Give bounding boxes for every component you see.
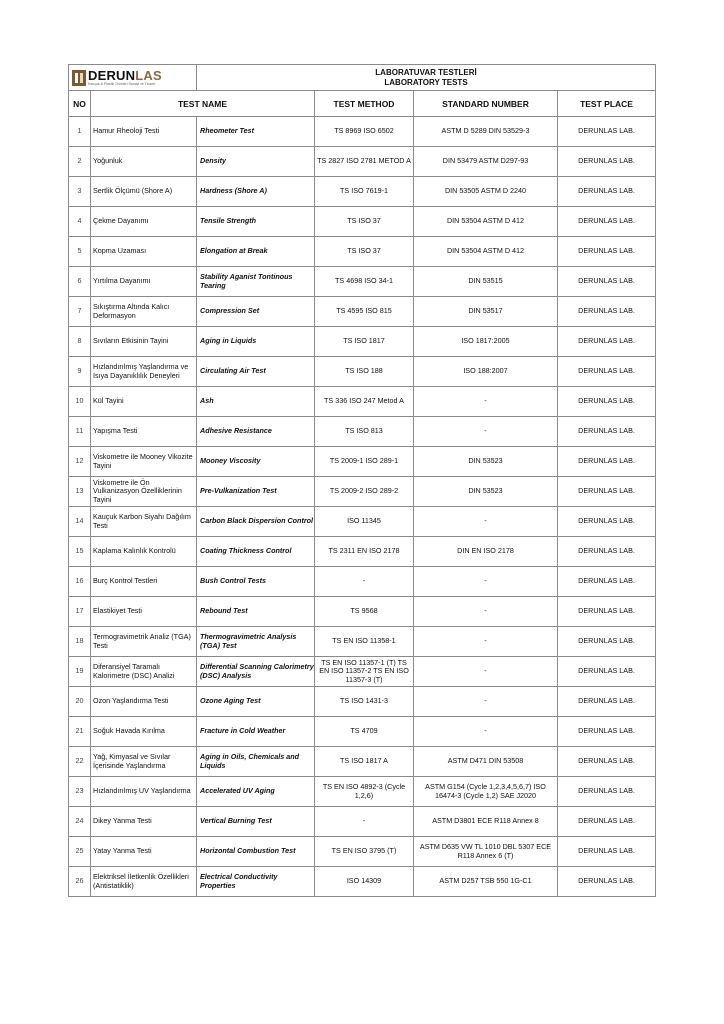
logo-cell	[69, 65, 197, 91]
test-name-tr: Hamur Rheoloji Testi	[91, 117, 197, 147]
row-number: 23	[69, 777, 91, 807]
test-name-tr: Yapışma Testi	[91, 417, 197, 447]
test-name-en: Carbon Black Dispersion Control	[197, 507, 315, 537]
test-method: TS 2827 ISO 2781 METOD A	[315, 147, 414, 177]
row-number: 5	[69, 237, 91, 267]
test-name-tr: Soğuk Havada Kırılma	[91, 717, 197, 747]
test-name-tr: Yoğunluk	[91, 147, 197, 177]
test-method: TS ISO 37	[315, 207, 414, 237]
test-name-en: Thermogravimetric Analysis (TGA) Test	[197, 627, 315, 657]
test-place: DERUNLAS LAB.	[558, 747, 656, 777]
standard-number: ASTM D 5289 DIN 53529-3	[414, 117, 558, 147]
standard-number: DIN 53523	[414, 447, 558, 477]
row-number: 17	[69, 597, 91, 627]
test-name-tr: Dikey Yanma Testi	[91, 807, 197, 837]
standard-number: DIN 53517	[414, 297, 558, 327]
test-name-en: Stability Aganist Tontinous Tearing	[197, 267, 315, 297]
row-number: 3	[69, 177, 91, 207]
table-row	[69, 687, 656, 717]
test-method: -	[315, 807, 414, 837]
standard-number: -	[414, 687, 558, 717]
table-row	[69, 597, 656, 627]
test-method: TS 336 ISO 247 Metod A	[315, 387, 414, 417]
test-name-tr: Kül Tayini	[91, 387, 197, 417]
test-name-tr: Sıkıştırma Altında Kalıcı Deformasyon	[91, 297, 197, 327]
test-name-tr: Kopma Uzaması	[91, 237, 197, 267]
test-place: DERUNLAS LAB.	[558, 717, 656, 747]
test-name-en: Mooney Viscosity	[197, 447, 315, 477]
test-name-en: Ozone Aging Test	[197, 687, 315, 717]
table-row	[69, 537, 656, 567]
table-row	[69, 327, 656, 357]
logo-brand: DERUN	[88, 67, 136, 83]
test-name-en: Density	[197, 147, 315, 177]
test-method: -	[315, 567, 414, 597]
col-test-place: TEST PLACE	[558, 91, 656, 117]
test-method: ISO 14309	[315, 867, 414, 897]
test-place: DERUNLAS LAB.	[558, 147, 656, 177]
test-place: DERUNLAS LAB.	[558, 687, 656, 717]
test-name-tr: Kauçuk Karbon Siyahı Dağılım Testi	[91, 507, 197, 537]
standard-number: DIN 53504 ASTM D 412	[414, 237, 558, 267]
row-number: 9	[69, 357, 91, 387]
standard-number: -	[414, 507, 558, 537]
logo-tagline: Kauçuk & Plastik Ürünleri Sanayi ve Ticaret	[88, 81, 156, 86]
table-row	[69, 147, 656, 177]
test-method: TS ISO 37	[315, 237, 414, 267]
row-number: 26	[69, 867, 91, 897]
standard-number: -	[414, 597, 558, 627]
test-name-tr: Burç Kontrol Testleri	[91, 567, 197, 597]
standard-number: -	[414, 417, 558, 447]
test-method: TS ISO 1817	[315, 327, 414, 357]
test-name-en: Accelerated UV Aging	[197, 777, 315, 807]
standard-number: ASTM D635 VW TL 1010 DBL 5307 ECE R118 Annex 6 (T)	[414, 837, 558, 867]
standard-number: ISO 188:2007	[414, 357, 558, 387]
test-name-en: Differential Scanning Calorimetry (DSC) Analysis	[197, 657, 315, 687]
row-number: 20	[69, 687, 91, 717]
test-place: DERUNLAS LAB.	[558, 447, 656, 477]
test-name-tr: Yağ, Kimyasal ve Sıvılar İçerisinde Yaşlandırma	[91, 747, 197, 777]
test-place: DERUNLAS LAB.	[558, 537, 656, 567]
table-row	[69, 447, 656, 477]
title-row	[69, 65, 656, 91]
test-name-en: Hardness (Shore A)	[197, 177, 315, 207]
test-place: DERUNLAS LAB.	[558, 837, 656, 867]
title-en: LABORATORY TESTS	[384, 77, 468, 87]
row-number: 12	[69, 447, 91, 477]
test-method: TS EN ISO 4892-3 (Cycle 1,2,6)	[315, 777, 414, 807]
test-name-en: Rheometer Test	[197, 117, 315, 147]
test-place: DERUNLAS LAB.	[558, 657, 656, 687]
row-number: 13	[69, 477, 91, 507]
standard-number: ASTM D257 TSB 550 1G-C1	[414, 867, 558, 897]
standard-number: DIN 53505 ASTM D 2240	[414, 177, 558, 207]
test-method: TS 8969 ISO 6502	[315, 117, 414, 147]
row-number: 15	[69, 537, 91, 567]
test-name-en: Aging in Oils, Chemicals and Liquids	[197, 747, 315, 777]
company-logo	[72, 68, 196, 88]
logo-mark-icon	[72, 70, 86, 86]
table-row	[69, 837, 656, 867]
col-test-method: TEST METHOD	[315, 91, 414, 117]
table-row	[69, 417, 656, 447]
test-name-tr: Ozon Yaşlandırma Testi	[91, 687, 197, 717]
test-place: DERUNLAS LAB.	[558, 117, 656, 147]
test-name-tr: Yırtılma Dayanımı	[91, 267, 197, 297]
test-place: DERUNLAS LAB.	[558, 507, 656, 537]
test-name-en: Aging in Liquids	[197, 327, 315, 357]
table-row	[69, 567, 656, 597]
standard-number: -	[414, 567, 558, 597]
table-row	[69, 267, 656, 297]
row-number: 7	[69, 297, 91, 327]
test-name-en: Vertical Burning Test	[197, 807, 315, 837]
table-row	[69, 717, 656, 747]
table-row	[69, 387, 656, 417]
test-method: TS ISO 1431-3	[315, 687, 414, 717]
test-place: DERUNLAS LAB.	[558, 297, 656, 327]
table-row	[69, 777, 656, 807]
col-standard-number: STANDARD NUMBER	[414, 91, 558, 117]
test-method: TS 4698 ISO 34-1	[315, 267, 414, 297]
standard-number: DIN EN ISO 2178	[414, 537, 558, 567]
row-number: 24	[69, 807, 91, 837]
standard-number: ASTM D471 DIN 53508	[414, 747, 558, 777]
table-row	[69, 807, 656, 837]
test-method: TS ISO 7619-1	[315, 177, 414, 207]
test-name-tr: Termogravimetrik Analiz (TGA) Testi	[91, 627, 197, 657]
standard-number: ASTM G154 (Cycle 1,2,3,4,5,6,7) ISO 16474-3 (Cycle 1,2) SAE J2020	[414, 777, 558, 807]
test-name-en: Circulating Air Test	[197, 357, 315, 387]
test-name-en: Bush Control Tests	[197, 567, 315, 597]
test-name-en: Coating Thickness Control	[197, 537, 315, 567]
standard-number: -	[414, 387, 558, 417]
row-number: 2	[69, 147, 91, 177]
test-name-tr: Hızlandırılmış Yaşlandırma ve Isıya Dayanıklılık Deneyleri	[91, 357, 197, 387]
row-number: 8	[69, 327, 91, 357]
table-row	[69, 237, 656, 267]
test-place: DERUNLAS LAB.	[558, 567, 656, 597]
row-number: 10	[69, 387, 91, 417]
test-method: TS 4709	[315, 717, 414, 747]
row-number: 11	[69, 417, 91, 447]
title-tr: LABORATUVAR TESTLERİ	[375, 67, 477, 77]
test-method: TS 4595 ISO 815	[315, 297, 414, 327]
test-method: TS 9568	[315, 597, 414, 627]
row-number: 14	[69, 507, 91, 537]
col-no: NO	[69, 91, 91, 117]
standard-number: ASTM D3801 ECE R118 Annex 8	[414, 807, 558, 837]
test-name-tr: Sıvıların Etkisinin Tayini	[91, 327, 197, 357]
table-row	[69, 747, 656, 777]
standard-number: DIN 53479 ASTM D297-93	[414, 147, 558, 177]
test-name-tr: Viskometre ile Mooney Vikozite Tayini	[91, 447, 197, 477]
test-name-tr: Çekme Dayanımı	[91, 207, 197, 237]
row-number: 21	[69, 717, 91, 747]
test-place: DERUNLAS LAB.	[558, 597, 656, 627]
test-place: DERUNLAS LAB.	[558, 207, 656, 237]
test-place: DERUNLAS LAB.	[558, 237, 656, 267]
test-name-en: Electrical Conductivity Properties	[197, 867, 315, 897]
table-row	[69, 867, 656, 897]
test-method: TS 2311 EN ISO 2178	[315, 537, 414, 567]
standard-number: ISO 1817:2005	[414, 327, 558, 357]
test-method: TS 2009-2 ISO 289-2	[315, 477, 414, 507]
test-name-en: Tensile Strength	[197, 207, 315, 237]
test-name-tr: Kaplama Kalınlık Kontrolü	[91, 537, 197, 567]
test-method: TS EN ISO 11358-1	[315, 627, 414, 657]
test-name-en: Fracture in Cold Weather	[197, 717, 315, 747]
row-number: 1	[69, 117, 91, 147]
test-name-tr: Sertlik Ölçümü (Shore A)	[91, 177, 197, 207]
table-row	[69, 657, 656, 687]
test-method: TS 2009-1 ISO 289-1	[315, 447, 414, 477]
test-method: TS ISO 813	[315, 417, 414, 447]
test-name-en: Ash	[197, 387, 315, 417]
test-place: DERUNLAS LAB.	[558, 417, 656, 447]
test-place: DERUNLAS LAB.	[558, 387, 656, 417]
row-number: 6	[69, 267, 91, 297]
page-title	[197, 65, 656, 91]
test-place: DERUNLAS LAB.	[558, 627, 656, 657]
test-place: DERUNLAS LAB.	[558, 477, 656, 507]
test-place: DERUNLAS LAB.	[558, 357, 656, 387]
test-name-tr: Diferansiyel Taramalı Kalorimetre (DSC) Analizi	[91, 657, 197, 687]
standard-number: DIN 53523	[414, 477, 558, 507]
test-name-en: Compression Set	[197, 297, 315, 327]
col-test-name: TEST NAME	[91, 91, 315, 117]
test-method: TS EN ISO 11357-1 (T) TS EN ISO 11357-2 TS EN ISO 11357-3 (T)	[315, 657, 414, 687]
test-place: DERUNLAS LAB.	[558, 327, 656, 357]
standard-number: DIN 53515	[414, 267, 558, 297]
standard-number: -	[414, 717, 558, 747]
test-name-en: Horizontal Combustion Test	[197, 837, 315, 867]
standard-number: DIN 53504 ASTM D 412	[414, 207, 558, 237]
row-number: 25	[69, 837, 91, 867]
test-name-en: Adhesive Resistance	[197, 417, 315, 447]
test-name-tr: Viskometre ile Ön Vulkanizasyon Özelliklerinin Tayini	[91, 477, 197, 507]
test-place: DERUNLAS LAB.	[558, 867, 656, 897]
table-row	[69, 177, 656, 207]
table-row	[69, 627, 656, 657]
test-name-tr: Elektriksel İletkenlik Özellikleri (Antistatiklik)	[91, 867, 197, 897]
table-row	[69, 357, 656, 387]
logo-brand-accent: LAS	[135, 67, 162, 83]
test-place: DERUNLAS LAB.	[558, 267, 656, 297]
table-row	[69, 207, 656, 237]
test-place: DERUNLAS LAB.	[558, 807, 656, 837]
test-name-tr: Hızlandırılmış UV Yaşlandırma	[91, 777, 197, 807]
row-number: 4	[69, 207, 91, 237]
row-number: 16	[69, 567, 91, 597]
test-place: DERUNLAS LAB.	[558, 177, 656, 207]
test-name-en: Rebound Test	[197, 597, 315, 627]
test-name-en: Pre-Vulkanization Test	[197, 477, 315, 507]
table-row	[69, 297, 656, 327]
row-number: 18	[69, 627, 91, 657]
table-row	[69, 507, 656, 537]
test-place: DERUNLAS LAB.	[558, 777, 656, 807]
test-method: ISO 11345	[315, 507, 414, 537]
test-name-en: Elongation at Break	[197, 237, 315, 267]
table-row	[69, 117, 656, 147]
test-method: TS EN ISO 3795 (T)	[315, 837, 414, 867]
test-name-tr: Yatay Yanma Testi	[91, 837, 197, 867]
standard-number: -	[414, 657, 558, 687]
row-number: 19	[69, 657, 91, 687]
laboratory-tests-table	[68, 64, 656, 897]
test-method: TS ISO 1817 A	[315, 747, 414, 777]
table-row	[69, 477, 656, 507]
row-number: 22	[69, 747, 91, 777]
standard-number: -	[414, 627, 558, 657]
column-header-row	[69, 91, 656, 117]
test-name-tr: Elastikiyet Testi	[91, 597, 197, 627]
test-method: TS ISO 188	[315, 357, 414, 387]
